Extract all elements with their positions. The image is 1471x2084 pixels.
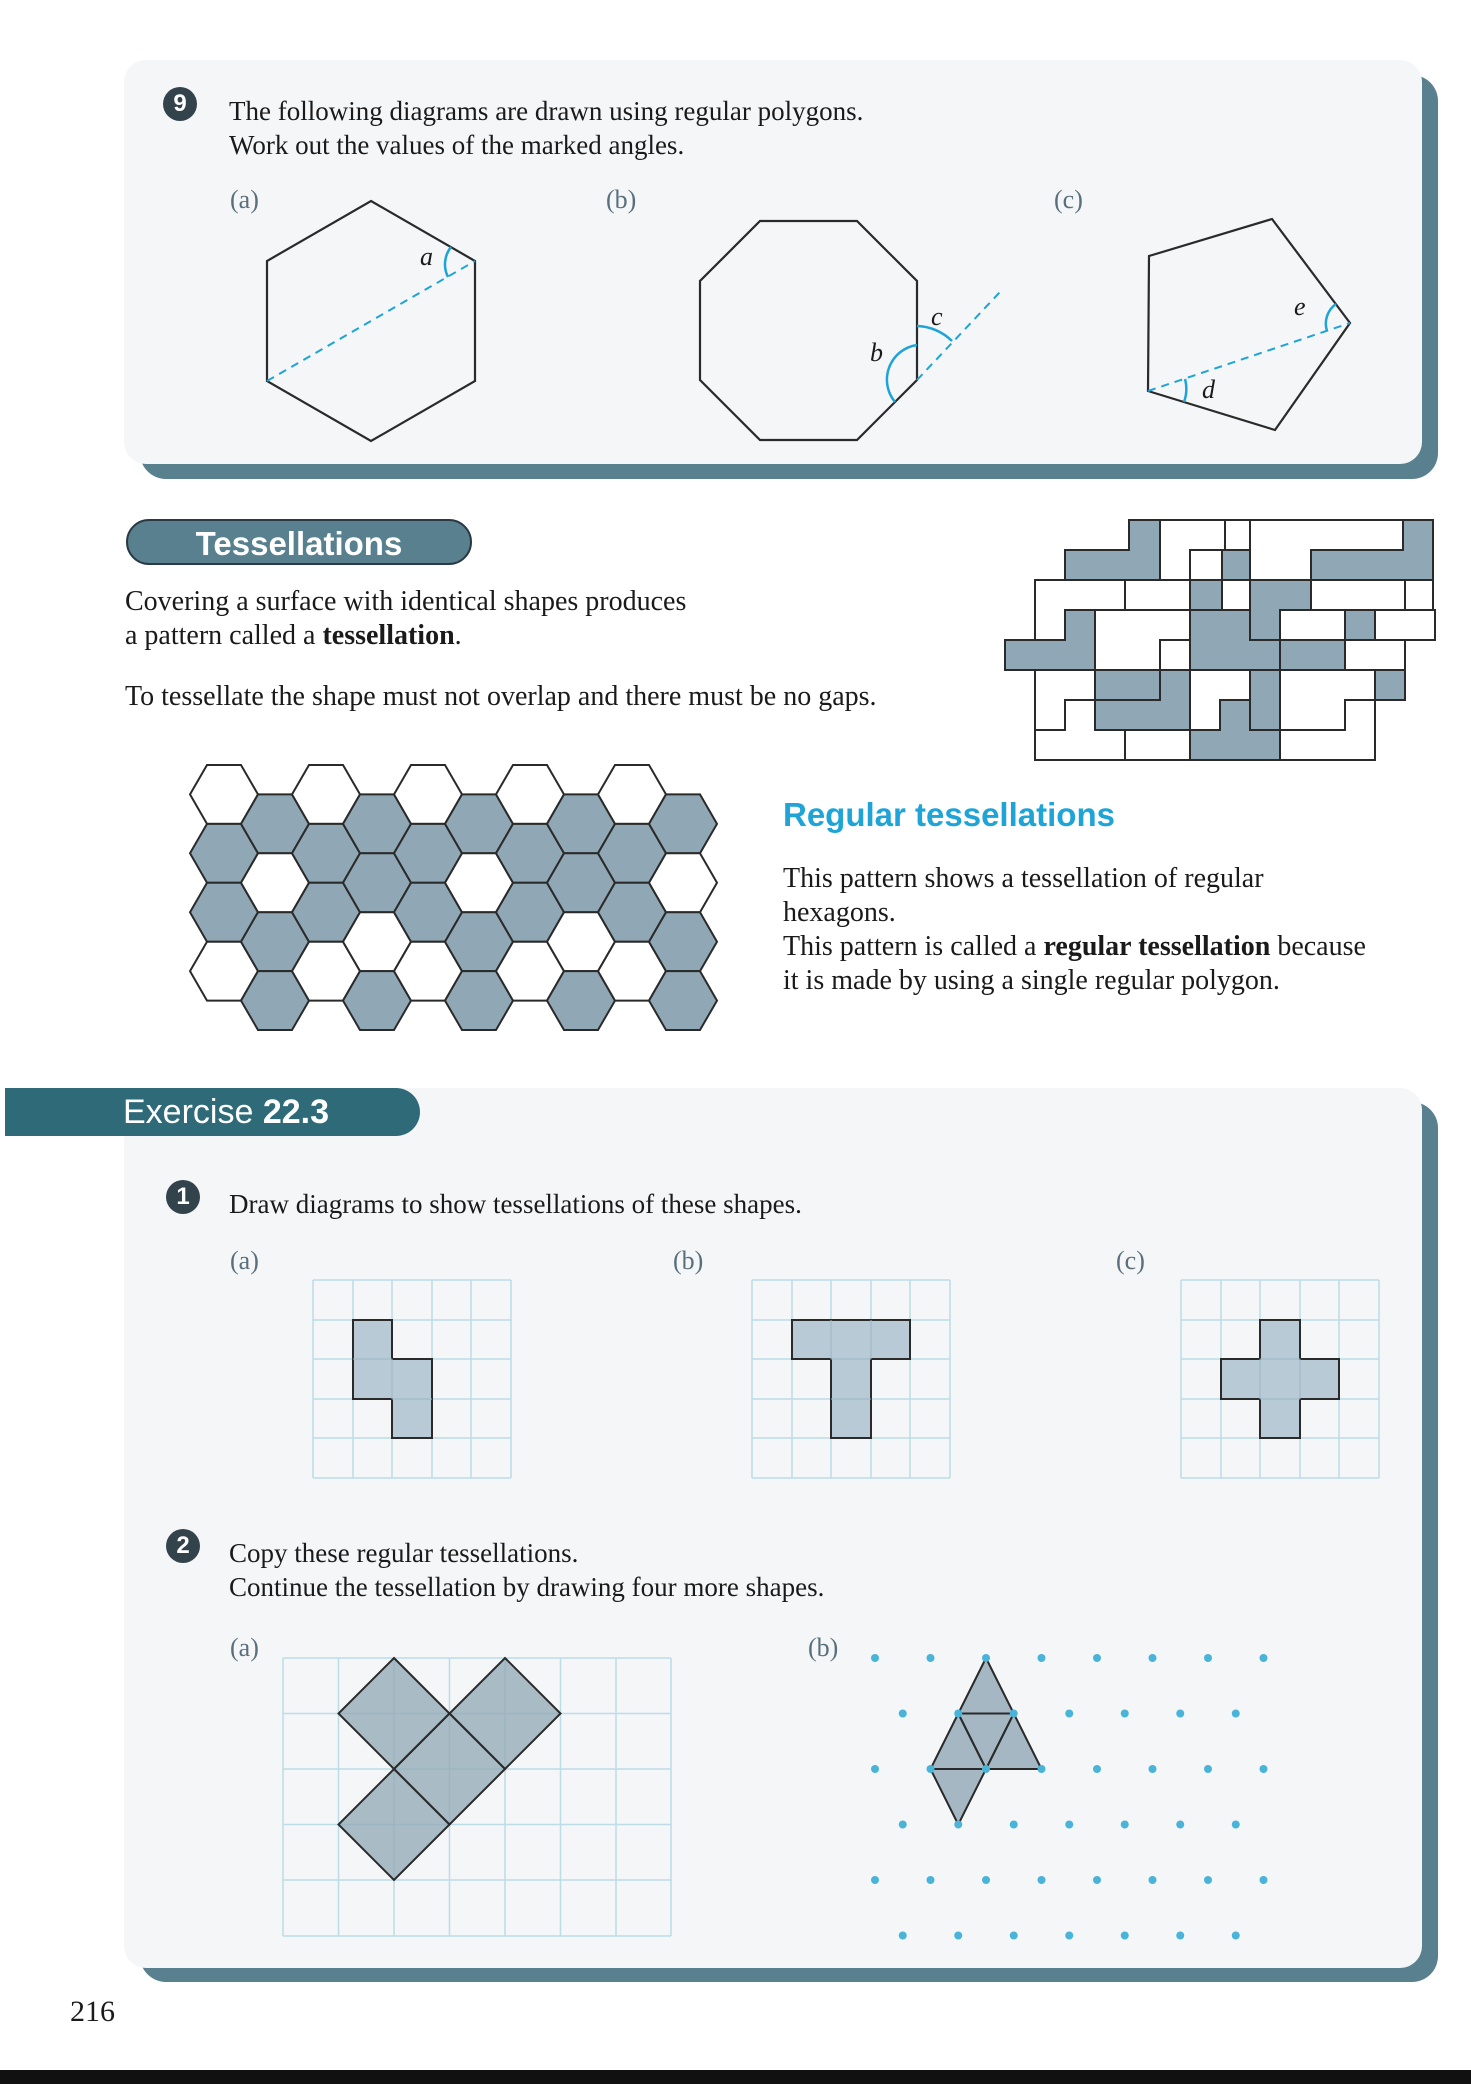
q1-part-c-label: (c) [1116, 1246, 1145, 1275]
grid-dot [1176, 1710, 1184, 1718]
regular-line4: it is made by using a single regular polygon. [783, 965, 1280, 996]
q1-part-a-label: (a) [230, 1246, 259, 1275]
grid-dot [871, 1765, 879, 1773]
grid-dot [1260, 1876, 1268, 1884]
regular-line3-bold: regular tessellation [1043, 931, 1271, 962]
grid-dot [1260, 1765, 1268, 1773]
grid-dot [1065, 1932, 1073, 1940]
q1a-grid-shape [313, 1280, 513, 1480]
q9-line1: The following diagrams are drawn using regular polygons. [229, 96, 864, 126]
grid-dot [1121, 1932, 1129, 1940]
exercise-q1-number: 1 [166, 1180, 200, 1214]
tess-para1-bold: tessellation [322, 620, 455, 651]
regular-tessellations-heading: Regular tessellations [783, 796, 1115, 833]
angle-label-d: d [1202, 375, 1215, 404]
q1-part-b-label: (b) [673, 1246, 704, 1275]
tess-para1-pre: a pattern called a [125, 620, 323, 651]
grid-dot [1149, 1876, 1157, 1884]
grid-dot [1093, 1765, 1101, 1773]
regular-line3-pre: This pattern is called a [783, 931, 1044, 962]
tessellations-heading-text: Tessellations [195, 525, 403, 562]
grid-dot [927, 1876, 935, 1884]
tess-para2: To tessellate the shape must not overlap and there must be no gaps. [125, 681, 877, 712]
q2a-square-tessellation [283, 1658, 675, 1938]
exercise-label: Exercise [123, 1093, 254, 1131]
q1c-grid-shape [1181, 1280, 1381, 1480]
grid-dot [1010, 1932, 1018, 1940]
grid-dot [1093, 1654, 1101, 1662]
grid-dot [1121, 1710, 1129, 1718]
grid-dot [954, 1710, 962, 1718]
grid-dot [1232, 1710, 1240, 1718]
regular-line3 [783, 930, 1366, 964]
q9-number: 9 [163, 87, 197, 121]
triangle-tile [958, 1658, 1014, 1714]
grid-dot [1010, 1821, 1018, 1829]
grid-dot [1010, 1710, 1018, 1718]
grid-dot [1204, 1654, 1212, 1662]
l-shape-tessellation [1005, 518, 1435, 768]
grid-dot [1260, 1654, 1268, 1662]
exercise-q2-line1: Copy these regular tessellations. [229, 1538, 579, 1568]
page-number: 216 [70, 1995, 115, 2028]
exercise-q2-line2: Continue the tessellation by drawing four more shapes. [229, 1572, 825, 1602]
angle-label-c: c [931, 302, 943, 331]
tess-para1-line1: Covering a surface with identical shapes produces [125, 586, 687, 617]
angle-label-e: e [1294, 292, 1306, 321]
q9-part-b-label: (b) [606, 185, 637, 214]
grid-dot [982, 1876, 990, 1884]
grid-dot [1176, 1821, 1184, 1829]
grid-dot [954, 1932, 962, 1940]
grid-dot [871, 1876, 879, 1884]
grid-dot [1038, 1765, 1046, 1773]
q2-part-a-label: (a) [230, 1633, 259, 1662]
exercise-q1-text: Draw diagrams to show tessellations of these shapes. [229, 1189, 802, 1219]
grid-dot [927, 1654, 935, 1662]
grid-dot [1204, 1765, 1212, 1773]
exercise-number: 22.3 [262, 1093, 330, 1131]
hexagon-tessellation [190, 765, 675, 1038]
angle-label-b: b [870, 338, 883, 367]
exercise-q2-number: 2 [166, 1529, 200, 1563]
grid-dot [1149, 1654, 1157, 1662]
tessellations-heading [126, 519, 472, 565]
grid-dot [899, 1932, 907, 1940]
grid-dot [1232, 1821, 1240, 1829]
tess-para1-line2 [125, 619, 462, 653]
grid-dot [899, 1821, 907, 1829]
grid-dot [1232, 1932, 1240, 1940]
q9-part-c-label: (c) [1054, 185, 1083, 214]
grid-dot [1093, 1876, 1101, 1884]
q2b-triangle-tessellation [860, 1640, 1280, 1950]
grid-dot [954, 1821, 962, 1829]
regular-line3-post: because [1270, 931, 1366, 962]
grid-dot [1065, 1710, 1073, 1718]
regular-line1: This pattern shows a tessellation of regular [783, 863, 1264, 894]
grid-dot [982, 1654, 990, 1662]
q1b-grid-shape [752, 1280, 952, 1480]
grid-dot [1204, 1876, 1212, 1884]
regular-line2: hexagons. [783, 897, 896, 928]
grid-dot [1038, 1654, 1046, 1662]
grid-dot [1176, 1932, 1184, 1940]
grid-dot [899, 1710, 907, 1718]
grid-dot [871, 1654, 879, 1662]
tess-para1-post: . [454, 620, 462, 651]
grid-dot [982, 1765, 990, 1773]
grid-dot [1149, 1765, 1157, 1773]
bottom-edge [0, 2070, 1471, 2084]
q9-part-a-label: (a) [230, 185, 259, 214]
triangle-tile [931, 1769, 987, 1825]
grid-dot [1065, 1821, 1073, 1829]
grid-dot [1038, 1876, 1046, 1884]
q2-part-b-label: (b) [808, 1633, 839, 1662]
grid-dot [927, 1765, 935, 1773]
exercise-banner [5, 1088, 420, 1136]
grid-dot [1121, 1821, 1129, 1829]
angle-label-a: a [420, 242, 433, 271]
q9-line2: Work out the values of the marked angles. [229, 130, 685, 160]
